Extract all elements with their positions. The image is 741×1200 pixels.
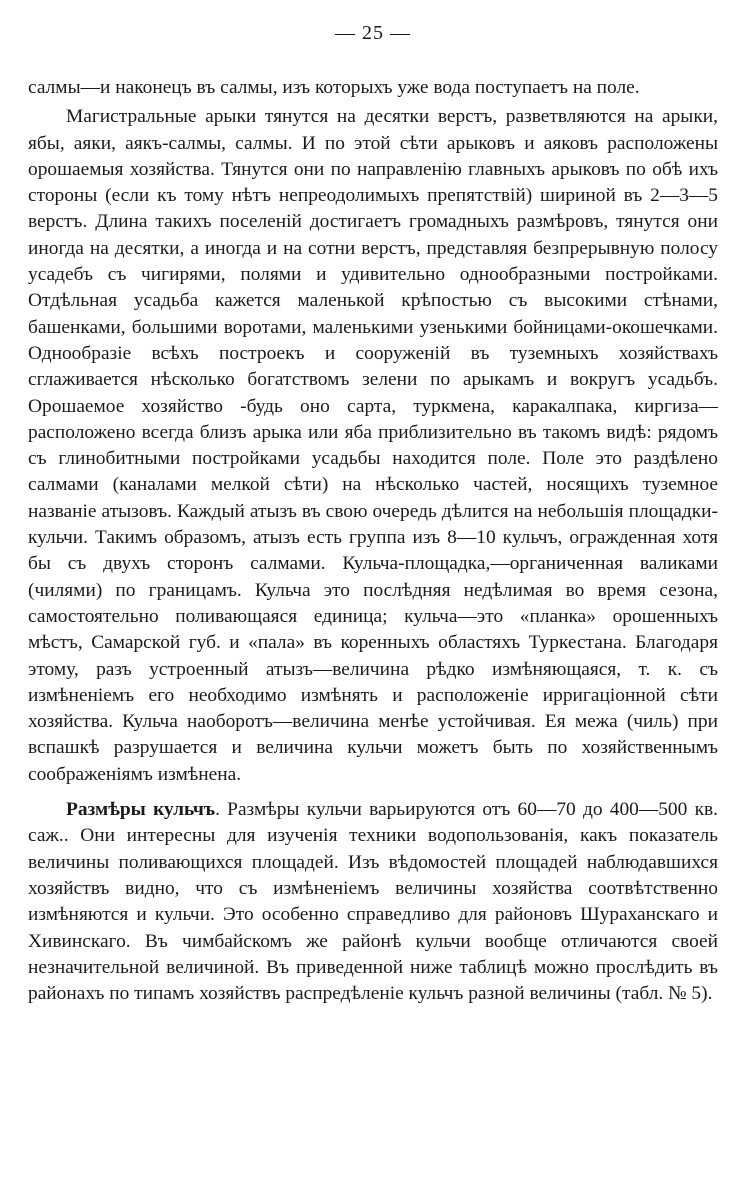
paragraph-irrigation-network: Магистральные арыки тянутся на десятки верстъ, разветвляются на арыки, ябы, аяки, аякъ-салмы, салмы. И по этой сѣти арыковъ и аяковъ расположены орошаемыя хозяйства. Тянутся они по направленію главныхъ арыковъ по обѣ ихъ стороны (если къ тому нѣтъ непреодолимыхъ препятствій) шириной въ 2—3—5 верстъ. Длина такихъ поселеній достигаетъ громадныхъ размѣровъ, тянутся они иногда на десятки, а иногда и на сотни верстъ, представляя безпрерывную полосу усадебъ съ чигирями, полями и удивительно однообразными постройками. Отдѣльная усадьба кажется маленькой крѣпостью съ высокими стѣнами, башенками, большими воротами, маленькими узенькими бойницами-окошечками. Однообразіе всѣхъ построекъ и сооруженій въ туземныхъ хозяйствахъ сглаживается нѣсколько богатствомъ зелени по арыкамъ и вокругъ усадьбъ. Орошаемое хозяйство -будь оно сарта, туркмена, каракалпака, киргиза—расположено всегда близъ арыка или яба приблизительно въ такомъ видѣ: рядомъ съ глинобитными постройками усадьбы находится поле. Поле это раздѣлено салмами (каналами мелкой сѣти) на нѣсколько частей, носящихъ туземное названіе атызовъ. Каждый атызъ въ свою очередь дѣлится на небольшія площадки-кульчи. Такимъ образомъ, атызъ есть группа изъ 8—10 кульчъ, огражденная хотя бы съ двухъ сторонъ салмами. Кульча-площадка,—органиченная валиками (чилями) по границамъ. Кульча это послѣдняя недѣлимая во время сезона, самостоятельно поливающаяся единица; кульча—это «планка» орошенныхъ мѣстъ, Самарской губ. и «пала» въ коренныхъ областяхъ Туркестана. Благодаря этому, разъ устроенный атызъ—величина рѣдко измѣняющаяся, т. к. съ измѣненіемъ его необходимо измѣнять и расположеніе ирригаціонной сѣти хозяйства. Кульча наоборотъ—величина менѣе устойчивая. Ея межа (чиль) при вспашкѣ разрушается и величина кульчи можетъ быть по хозяйственнымъ соображеніямъ измѣнена.	[28, 106, 718, 785]
paragraph-kulcha-sizes-text: . Размѣры кульчи варьируются отъ 60—70 до 400—500 кв. саж.. Они интересны для изученія техники водопользованія, какъ показатель величины поливающихся площадей. Изъ вѣдомостей площадей наблюдавшихся хозяйствъ видно, что съ измѣненіемъ величины хозяйства соотвѣтственно измѣняются и кульчи. Это особенно справедливо для районовъ Шураханскаго и Хивинскаго. Въ чимбайскомъ же районѣ кульчи вообще отличаются своей незначительной величиной. Въ приведенной ниже таблицѣ можно прослѣдить въ районахъ по типамъ хозяйствъ распредѣленіе кульчъ разной величины (табл. № 5).	[28, 799, 718, 1005]
section-heading: Размѣры кульчъ	[66, 799, 216, 821]
document-page	[28, 22, 718, 1182]
paragraph-continuation: салмы—и наконецъ въ салмы, изъ которыхъ уже вода поступаетъ на поле.	[28, 77, 640, 98]
paragraph-kulcha-sizes	[28, 797, 718, 1007]
page-number: — 25 —	[335, 22, 411, 44]
